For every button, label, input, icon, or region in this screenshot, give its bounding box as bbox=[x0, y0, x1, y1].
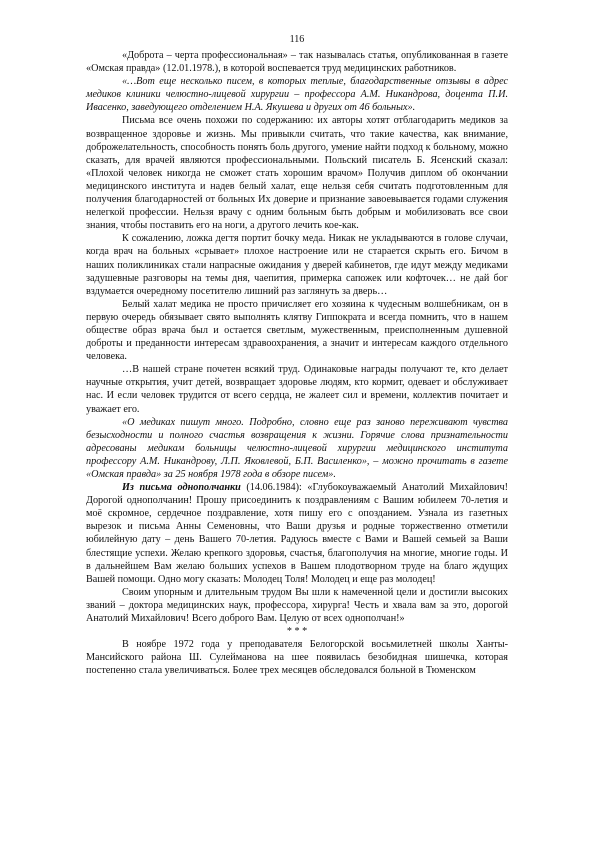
paragraph-white-coat: Белый халат медика не просто причисляет его хозяина к чудесным волшебникам, он в первую очередь обязывает свято выполнять клятву Гиппократа и всегда помнить, что в нашем обществе образ врача был и остается светлым, мужественным, преисполненным душевной доброты и преданности интересам здравоохранения, а значит и интересам каждого отдельного человека. bbox=[86, 298, 508, 363]
paragraph-letter-end: Своим упорным и длительным трудом Вы шли к намеченной цели и достигли высоких званий – доктора медицинских наук, профессора, хирурга! Честь и хвала вам за это, дорогой Анатолий Михайлович! Всего доброго Вам. Целую от всех однополчан!» bbox=[86, 586, 508, 625]
page-body bbox=[86, 49, 508, 678]
section-separator: * * * bbox=[286, 626, 308, 638]
paragraph-letters-content: Письма все очень похожи по содержанию: их авторы хотят отблагодарить медиков за возвращенное здоровье и жизнь. Мы привыкли считать, что такие качества, как внимание, доброжелательность, способность понять боль другого, умение найти подход к больному, можно сказать, для врачей являются профессиональными. Польский писатель Б. Ясенский сказал: «Плохой человек никогда не сможет стать хорошим врачом» Получив диплом об окончании медицинского института и надев белый халат, еще нельзя себя считать подготовленным для получения благодарностей от больных Их доверие и признание завоевывается годами служения нелегкой профессии. Нельзя врачу с одним больным быть добрым и мобилизовать все свои знания, чтобы поставить его на ноги, а другого лечить кое-как. bbox=[86, 115, 508, 232]
paragraph-labor: …В нашей стране почетен всякий труд. Одинаковые награды получают те, кто делает научные открытия, учит детей, возвращает здоровье людям, кто кормит, одевает и обслуживает нас. И если человек трудится от всего сердца, не жалеет сил и времени, коллектив почитает и уважает его. bbox=[86, 364, 508, 415]
quote-paragraph-omsk-pravda: «О медиках пишут много. Подробно, словно еще раз заново переживают чувства безысходности и полного счастья возвращения к жизни. Горячие слова признательности адресованы медикам больницы челюстно-лицевой хирургии медицинского института профессору А.М. Никандрову, Л.П. Яковлевой, Б.П. Василенко», – можно прочитать в газете «Омская правда» за 25 ноября 1978 года в обзоре писем». bbox=[86, 416, 508, 480]
letter-lead: Из письма однополчанки bbox=[122, 482, 241, 494]
paragraph-november-1972: В ноябре 1972 года у преподавателя Белогорской восьмилетней школы Ханты-Мансийского района Ш. Сулейманова на шее появилась безобидная шишечка, которая постепенно стала увеличиваться. Более трех месяцев обследовался больной в Тюменском bbox=[86, 639, 508, 677]
paragraph-doброта: «Доброта – черта профессиональная» – так называлась статья, опубликованная в газете «Омская правда» (12.01.1978.), в которой воспевается труд медицинских работников. bbox=[86, 50, 508, 75]
page-number: 116 bbox=[289, 34, 305, 45]
paragraph-tar-spoon: К сожалению, ложка дегтя портит бочку меда. Никак не укладываются в голове случаи, когда врач на больных «срывает» плохое настроение или не старается скрыть его. Бичом в наших поликлиниках стали напрасные ожидания у дверей кабинетов, где идут между медиками задушевные разговоры на темы дня, чаепития, примерка сапожек или кофточек… не дай бог вздумается очередному посетителю лишний раз заглянуть за дверь… bbox=[86, 233, 508, 297]
letter-text: (14.06.1984): «Глубокоуважаемый Анатолий Михайлович! Дорогой однополчанин! Прошу присоединить к поздравлениям с Вашим юбилеем 70-летия и моё скромное, сердечное поздравление, хотя пишу его с опозданием. Узнала из газетных вырезок и письма Анны Семеновны, что Ваши друзья и родные торжественно отметили юбилейную дату – день Вашего 70-летия. Радуюсь вместе с Вами и Вашей семьей за Ваши блестящие успехи. Желаю крепкого здоровья, счастья, благополучия на многие, многие годы. И в дальнейшем Вам желаю больших успехов в Вашем плодотворном труде на благо ждущих Вашей помощи. Одно могу сказать: Молодец Толя! Молодец и еще раз молодец! bbox=[86, 482, 508, 585]
quote-paragraph-letters: «…Вот еще несколько писем, в которых теплые, благодарственные отзывы в адрес медиков клиники челюстно-лицевой хирургии – профессора А.М. Никандрова, доцента П.И. Ивасенко, заведующего отделением Н.А. Якушева и других от 46 больных». bbox=[86, 76, 508, 114]
paragraph-letter bbox=[86, 481, 508, 586]
